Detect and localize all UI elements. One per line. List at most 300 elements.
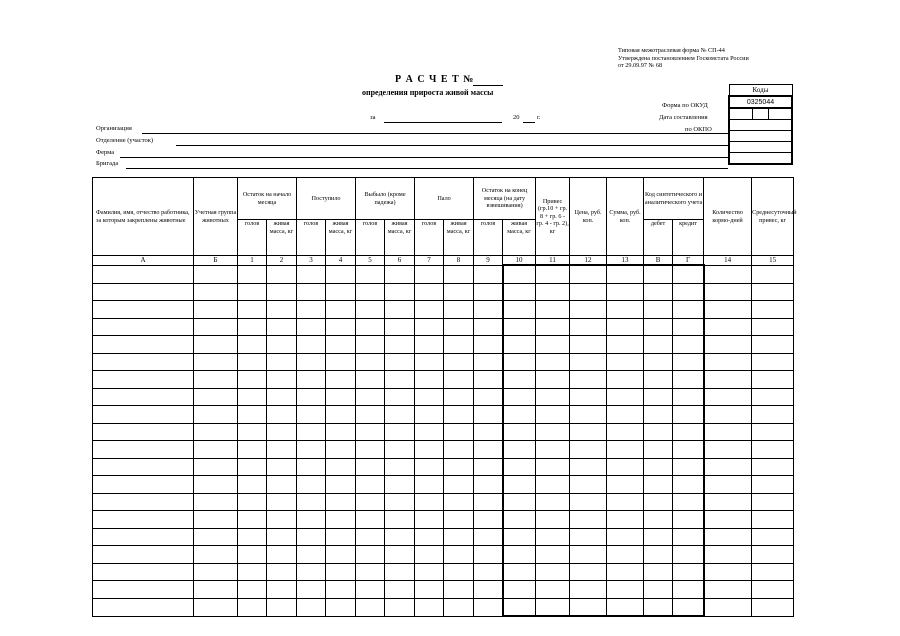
table-cell[interactable] — [194, 301, 238, 319]
table-cell[interactable] — [297, 458, 326, 476]
table-cell[interactable] — [503, 441, 536, 459]
table-cell[interactable] — [752, 546, 794, 564]
table-cell[interactable] — [673, 406, 704, 424]
table-cell[interactable] — [536, 598, 570, 616]
table-cell[interactable] — [238, 528, 267, 546]
table-cell[interactable] — [536, 283, 570, 301]
table-cell[interactable] — [474, 283, 503, 301]
table-cell[interactable] — [607, 476, 644, 494]
table-cell[interactable] — [752, 598, 794, 616]
table-cell[interactable] — [385, 283, 415, 301]
table-cell[interactable] — [415, 546, 444, 564]
table-cell[interactable] — [704, 598, 752, 616]
table-cell[interactable] — [503, 265, 536, 283]
table-cell[interactable] — [704, 353, 752, 371]
table-cell[interactable] — [356, 458, 385, 476]
table-cell[interactable] — [444, 406, 474, 424]
table-cell[interactable] — [474, 563, 503, 581]
table-cell[interactable] — [267, 388, 297, 406]
table-cell[interactable] — [673, 301, 704, 319]
table-cell[interactable] — [570, 441, 607, 459]
table-cell[interactable] — [673, 598, 704, 616]
table-cell[interactable] — [326, 353, 356, 371]
table-cell[interactable] — [326, 301, 356, 319]
table-cell[interactable] — [194, 423, 238, 441]
table-cell[interactable] — [415, 581, 444, 599]
table-cell[interactable] — [385, 318, 415, 336]
table-cell[interactable] — [704, 476, 752, 494]
table-cell[interactable] — [356, 511, 385, 529]
table-cell[interactable] — [474, 406, 503, 424]
table-cell[interactable] — [415, 336, 444, 354]
table-cell[interactable] — [326, 598, 356, 616]
table-cell[interactable] — [297, 581, 326, 599]
table-cell[interactable] — [238, 476, 267, 494]
table-cell[interactable] — [326, 283, 356, 301]
table-cell[interactable] — [238, 423, 267, 441]
table-cell[interactable] — [444, 511, 474, 529]
table-cell[interactable] — [356, 371, 385, 389]
table-cell[interactable] — [444, 441, 474, 459]
table-cell[interactable] — [297, 406, 326, 424]
table-cell[interactable] — [267, 476, 297, 494]
table-cell[interactable] — [385, 265, 415, 283]
table-cell[interactable] — [326, 371, 356, 389]
table-cell[interactable] — [644, 476, 673, 494]
table-cell[interactable] — [444, 353, 474, 371]
table-cell[interactable] — [644, 353, 673, 371]
table-cell[interactable] — [194, 511, 238, 529]
farm-line[interactable] — [120, 157, 728, 158]
table-cell[interactable] — [607, 301, 644, 319]
table-cell[interactable] — [570, 581, 607, 599]
table-cell[interactable] — [444, 546, 474, 564]
table-cell[interactable] — [474, 371, 503, 389]
table-cell[interactable] — [326, 406, 356, 424]
table-cell[interactable] — [415, 458, 444, 476]
table-cell[interactable] — [415, 563, 444, 581]
table-cell[interactable] — [503, 563, 536, 581]
table-cell[interactable] — [570, 353, 607, 371]
table-cell[interactable] — [570, 318, 607, 336]
table-cell[interactable] — [673, 476, 704, 494]
table-cell[interactable] — [297, 598, 326, 616]
table-cell[interactable] — [704, 371, 752, 389]
year-line[interactable] — [523, 122, 535, 123]
table-cell[interactable] — [704, 493, 752, 511]
table-cell[interactable] — [752, 301, 794, 319]
table-cell[interactable] — [194, 563, 238, 581]
table-cell[interactable] — [570, 598, 607, 616]
table-cell[interactable] — [326, 511, 356, 529]
table-cell[interactable] — [385, 336, 415, 354]
table-cell[interactable] — [570, 493, 607, 511]
table-cell[interactable] — [607, 441, 644, 459]
department-line[interactable] — [176, 145, 728, 146]
table-cell[interactable] — [704, 318, 752, 336]
table-cell[interactable] — [326, 528, 356, 546]
table-cell[interactable] — [673, 265, 704, 283]
table-cell[interactable] — [194, 598, 238, 616]
table-cell[interactable] — [326, 441, 356, 459]
table-cell[interactable] — [267, 265, 297, 283]
table-cell[interactable] — [93, 581, 194, 599]
table-cell[interactable] — [474, 353, 503, 371]
table-cell[interactable] — [93, 318, 194, 336]
table-cell[interactable] — [607, 511, 644, 529]
table-cell[interactable] — [356, 353, 385, 371]
table-cell[interactable] — [536, 441, 570, 459]
table-cell[interactable] — [93, 406, 194, 424]
table-cell[interactable] — [570, 388, 607, 406]
table-cell[interactable] — [474, 318, 503, 336]
table-cell[interactable] — [607, 371, 644, 389]
table-cell[interactable] — [536, 493, 570, 511]
table-cell[interactable] — [607, 353, 644, 371]
table-cell[interactable] — [238, 493, 267, 511]
table-cell[interactable] — [704, 388, 752, 406]
table-cell[interactable] — [297, 371, 326, 389]
table-cell[interactable] — [607, 283, 644, 301]
table-cell[interactable] — [356, 265, 385, 283]
table-cell[interactable] — [503, 406, 536, 424]
table-cell[interactable] — [444, 581, 474, 599]
table-cell[interactable] — [536, 546, 570, 564]
table-cell[interactable] — [474, 441, 503, 459]
table-cell[interactable] — [356, 423, 385, 441]
table-cell[interactable] — [503, 458, 536, 476]
table-cell[interactable] — [415, 353, 444, 371]
table-cell[interactable] — [93, 528, 194, 546]
table-cell[interactable] — [444, 336, 474, 354]
table-cell[interactable] — [474, 528, 503, 546]
table-cell[interactable] — [474, 511, 503, 529]
table-cell[interactable] — [267, 528, 297, 546]
table-cell[interactable] — [415, 598, 444, 616]
table-cell[interactable] — [267, 493, 297, 511]
table-cell[interactable] — [385, 598, 415, 616]
table-cell[interactable] — [385, 476, 415, 494]
table-cell[interactable] — [356, 388, 385, 406]
table-cell[interactable] — [194, 283, 238, 301]
table-cell[interactable] — [93, 283, 194, 301]
table-cell[interactable] — [93, 476, 194, 494]
table-cell[interactable] — [704, 265, 752, 283]
table-cell[interactable] — [93, 598, 194, 616]
table-cell[interactable] — [238, 318, 267, 336]
table-cell[interactable] — [673, 371, 704, 389]
table-cell[interactable] — [673, 423, 704, 441]
table-cell[interactable] — [607, 336, 644, 354]
table-cell[interactable] — [474, 581, 503, 599]
table-cell[interactable] — [752, 458, 794, 476]
table-cell[interactable] — [752, 388, 794, 406]
table-cell[interactable] — [644, 563, 673, 581]
table-cell[interactable] — [194, 353, 238, 371]
table-cell[interactable] — [238, 458, 267, 476]
table-cell[interactable] — [607, 581, 644, 599]
table-cell[interactable] — [297, 353, 326, 371]
table-cell[interactable] — [503, 476, 536, 494]
table-cell[interactable] — [704, 458, 752, 476]
table-cell[interactable] — [536, 581, 570, 599]
table-cell[interactable] — [267, 371, 297, 389]
table-cell[interactable] — [644, 371, 673, 389]
table-cell[interactable] — [297, 476, 326, 494]
table-cell[interactable] — [503, 283, 536, 301]
table-cell[interactable] — [326, 423, 356, 441]
table-cell[interactable] — [752, 423, 794, 441]
table-cell[interactable] — [238, 301, 267, 319]
table-cell[interactable] — [385, 511, 415, 529]
table-cell[interactable] — [415, 493, 444, 511]
table-cell[interactable] — [607, 563, 644, 581]
table-cell[interactable] — [673, 353, 704, 371]
table-cell[interactable] — [536, 406, 570, 424]
table-cell[interactable] — [267, 318, 297, 336]
table-cell[interactable] — [267, 441, 297, 459]
table-cell[interactable] — [238, 511, 267, 529]
table-cell[interactable] — [644, 581, 673, 599]
table-cell[interactable] — [474, 336, 503, 354]
table-cell[interactable] — [704, 546, 752, 564]
table-cell[interactable] — [267, 406, 297, 424]
table-cell[interactable] — [503, 388, 536, 406]
table-cell[interactable] — [673, 546, 704, 564]
table-cell[interactable] — [415, 511, 444, 529]
table-cell[interactable] — [385, 441, 415, 459]
table-cell[interactable] — [238, 581, 267, 599]
table-cell[interactable] — [356, 476, 385, 494]
table-cell[interactable] — [704, 528, 752, 546]
table-cell[interactable] — [194, 528, 238, 546]
table-cell[interactable] — [194, 318, 238, 336]
table-cell[interactable] — [326, 546, 356, 564]
table-cell[interactable] — [444, 563, 474, 581]
table-cell[interactable] — [444, 476, 474, 494]
table-cell[interactable] — [673, 511, 704, 529]
table-cell[interactable] — [267, 546, 297, 564]
table-cell[interactable] — [385, 563, 415, 581]
table-cell[interactable] — [194, 441, 238, 459]
table-cell[interactable] — [752, 336, 794, 354]
table-cell[interactable] — [415, 371, 444, 389]
table-cell[interactable] — [267, 336, 297, 354]
table-cell[interactable] — [297, 388, 326, 406]
okpo-cell[interactable] — [729, 120, 792, 131]
table-cell[interactable] — [536, 318, 570, 336]
table-cell[interactable] — [474, 388, 503, 406]
table-cell[interactable] — [644, 318, 673, 336]
table-cell[interactable] — [503, 371, 536, 389]
table-cell[interactable] — [607, 318, 644, 336]
table-cell[interactable] — [238, 336, 267, 354]
table-cell[interactable] — [644, 406, 673, 424]
table-cell[interactable] — [238, 265, 267, 283]
table-cell[interactable] — [356, 581, 385, 599]
table-cell[interactable] — [93, 265, 194, 283]
table-cell[interactable] — [570, 301, 607, 319]
table-cell[interactable] — [238, 598, 267, 616]
table-cell[interactable] — [673, 458, 704, 476]
table-cell[interactable] — [607, 458, 644, 476]
table-cell[interactable] — [385, 388, 415, 406]
table-cell[interactable] — [356, 493, 385, 511]
table-cell[interactable] — [326, 563, 356, 581]
table-cell[interactable] — [570, 336, 607, 354]
table-cell[interactable] — [93, 563, 194, 581]
table-cell[interactable] — [194, 476, 238, 494]
table-cell[interactable] — [673, 388, 704, 406]
table-cell[interactable] — [536, 301, 570, 319]
table-cell[interactable] — [607, 598, 644, 616]
table-cell[interactable] — [503, 493, 536, 511]
table-cell[interactable] — [194, 493, 238, 511]
table-cell[interactable] — [503, 336, 536, 354]
table-cell[interactable] — [356, 598, 385, 616]
table-cell[interactable] — [644, 388, 673, 406]
table-cell[interactable] — [385, 493, 415, 511]
table-cell[interactable] — [752, 493, 794, 511]
table-cell[interactable] — [267, 458, 297, 476]
table-cell[interactable] — [673, 581, 704, 599]
date-cell-3[interactable] — [768, 108, 792, 120]
table-cell[interactable] — [297, 441, 326, 459]
table-cell[interactable] — [93, 441, 194, 459]
table-cell[interactable] — [570, 511, 607, 529]
table-cell[interactable] — [644, 336, 673, 354]
table-cell[interactable] — [474, 598, 503, 616]
table-cell[interactable] — [267, 563, 297, 581]
table-cell[interactable] — [444, 423, 474, 441]
table-cell[interactable] — [93, 353, 194, 371]
table-cell[interactable] — [385, 423, 415, 441]
table-cell[interactable] — [536, 528, 570, 546]
table-cell[interactable] — [356, 528, 385, 546]
table-cell[interactable] — [607, 423, 644, 441]
table-cell[interactable] — [326, 476, 356, 494]
table-cell[interactable] — [93, 493, 194, 511]
table-cell[interactable] — [415, 301, 444, 319]
table-cell[interactable] — [607, 388, 644, 406]
table-cell[interactable] — [570, 265, 607, 283]
table-cell[interactable] — [474, 476, 503, 494]
code-cell-6[interactable] — [729, 142, 792, 153]
table-cell[interactable] — [93, 458, 194, 476]
table-cell[interactable] — [752, 581, 794, 599]
table-cell[interactable] — [194, 458, 238, 476]
table-cell[interactable] — [267, 301, 297, 319]
table-cell[interactable] — [444, 493, 474, 511]
table-cell[interactable] — [238, 563, 267, 581]
table-cell[interactable] — [752, 441, 794, 459]
table-cell[interactable] — [474, 301, 503, 319]
table-cell[interactable] — [503, 423, 536, 441]
table-cell[interactable] — [385, 353, 415, 371]
table-cell[interactable] — [444, 265, 474, 283]
table-cell[interactable] — [356, 546, 385, 564]
table-cell[interactable] — [385, 528, 415, 546]
table-cell[interactable] — [194, 336, 238, 354]
table-cell[interactable] — [238, 406, 267, 424]
table-cell[interactable] — [415, 423, 444, 441]
table-cell[interactable] — [385, 406, 415, 424]
table-cell[interactable] — [415, 441, 444, 459]
table-cell[interactable] — [704, 423, 752, 441]
table-cell[interactable] — [444, 318, 474, 336]
table-cell[interactable] — [704, 581, 752, 599]
table-cell[interactable] — [297, 528, 326, 546]
table-cell[interactable] — [444, 388, 474, 406]
table-cell[interactable] — [297, 283, 326, 301]
table-cell[interactable] — [503, 546, 536, 564]
table-cell[interactable] — [752, 563, 794, 581]
table-cell[interactable] — [326, 493, 356, 511]
table-cell[interactable] — [444, 301, 474, 319]
table-cell[interactable] — [644, 423, 673, 441]
code-cell-7[interactable] — [729, 153, 792, 165]
table-cell[interactable] — [503, 528, 536, 546]
table-cell[interactable] — [356, 336, 385, 354]
table-cell[interactable] — [644, 265, 673, 283]
table-cell[interactable] — [644, 546, 673, 564]
table-cell[interactable] — [503, 301, 536, 319]
table-cell[interactable] — [415, 476, 444, 494]
table-cell[interactable] — [536, 458, 570, 476]
table-cell[interactable] — [474, 423, 503, 441]
table-cell[interactable] — [752, 406, 794, 424]
table-cell[interactable] — [474, 546, 503, 564]
table-cell[interactable] — [644, 598, 673, 616]
table-cell[interactable] — [536, 353, 570, 371]
table-cell[interactable] — [267, 353, 297, 371]
table-cell[interactable] — [570, 476, 607, 494]
table-cell[interactable] — [326, 388, 356, 406]
brigade-line[interactable] — [126, 168, 728, 169]
table-cell[interactable] — [385, 371, 415, 389]
table-cell[interactable] — [194, 371, 238, 389]
table-cell[interactable] — [297, 336, 326, 354]
table-cell[interactable] — [194, 546, 238, 564]
table-cell[interactable] — [474, 265, 503, 283]
table-cell[interactable] — [503, 581, 536, 599]
table-cell[interactable] — [194, 265, 238, 283]
table-cell[interactable] — [267, 423, 297, 441]
table-cell[interactable] — [673, 493, 704, 511]
table-cell[interactable] — [238, 371, 267, 389]
table-cell[interactable] — [570, 546, 607, 564]
table-cell[interactable] — [673, 318, 704, 336]
table-cell[interactable] — [444, 598, 474, 616]
table-cell[interactable] — [415, 283, 444, 301]
table-cell[interactable] — [356, 301, 385, 319]
table-cell[interactable] — [536, 511, 570, 529]
table-cell[interactable] — [570, 406, 607, 424]
table-cell[interactable] — [644, 511, 673, 529]
table-cell[interactable] — [704, 511, 752, 529]
table-cell[interactable] — [570, 458, 607, 476]
table-cell[interactable] — [644, 301, 673, 319]
table-cell[interactable] — [385, 458, 415, 476]
date-cell-2[interactable] — [753, 108, 769, 120]
table-cell[interactable] — [415, 406, 444, 424]
table-cell[interactable] — [704, 336, 752, 354]
table-cell[interactable] — [704, 563, 752, 581]
period-line[interactable] — [384, 122, 502, 123]
organization-line[interactable] — [142, 133, 728, 134]
table-cell[interactable] — [536, 265, 570, 283]
table-cell[interactable] — [238, 283, 267, 301]
